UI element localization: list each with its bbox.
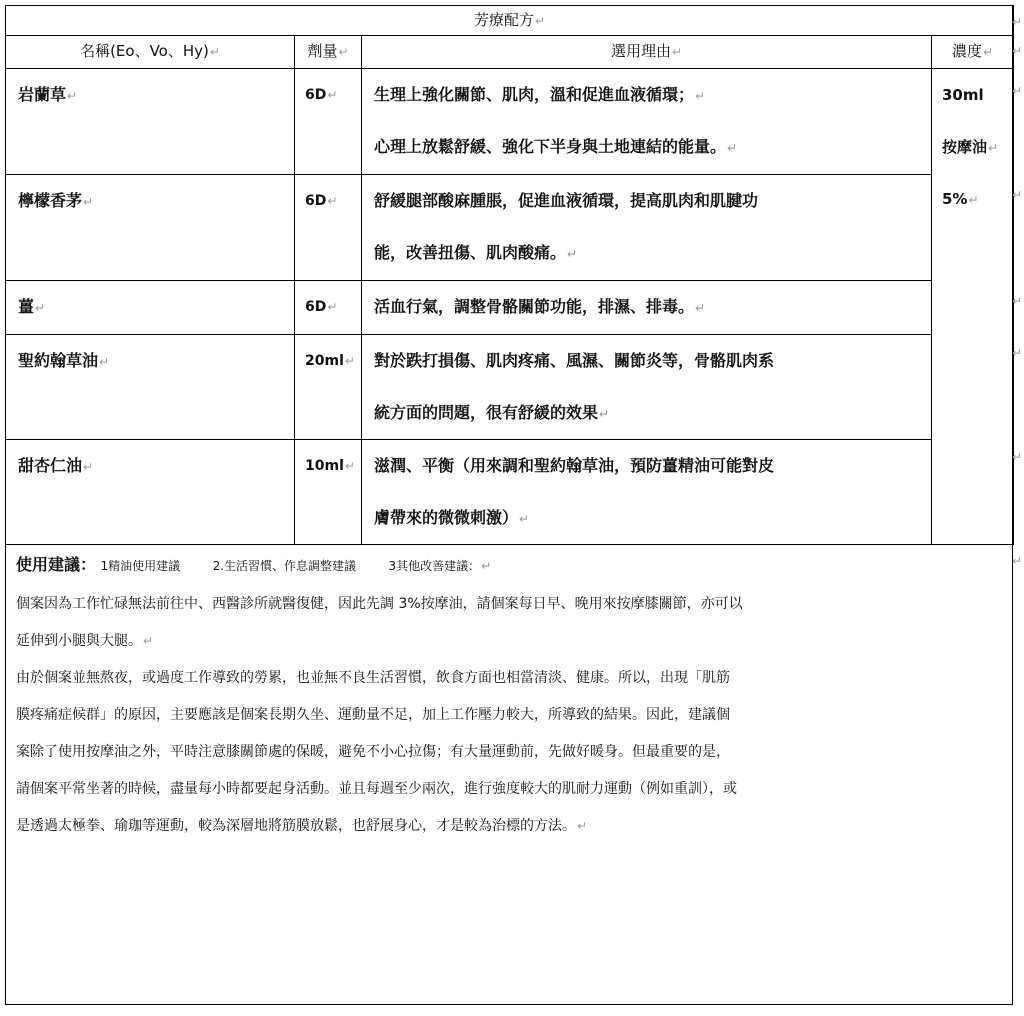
table-row bbox=[6, 281, 1014, 335]
suggestion-item: 3其他改善建議： bbox=[388, 559, 481, 573]
oil-amount: 6D↵ bbox=[295, 281, 362, 335]
oil-reason: 生理上強化關節、肌肉，溫和促進血液循環；↵ 心理上放鬆舒緩、強化下半身與土地連結的能量。↵ bbox=[362, 69, 932, 175]
oil-name: 薑↵ bbox=[6, 281, 295, 335]
document-page bbox=[5, 5, 1013, 1005]
table-row bbox=[6, 440, 1014, 545]
header-name: 名稱(Eo、Vo、Hy)↵ bbox=[6, 36, 295, 69]
suggestion-item: 1精油使用建議 bbox=[100, 559, 181, 573]
suggestion-item: 2.生活習慣、作息調整建議 bbox=[212, 559, 357, 573]
suggestions-title: 使用建議： bbox=[16, 555, 97, 574]
end-of-row-mark: ↵ bbox=[1011, 450, 1022, 464]
oil-name: 聖約翰草油↵ bbox=[6, 335, 295, 440]
oil-amount: 10ml↵ bbox=[295, 440, 362, 545]
table-header-row bbox=[6, 36, 1014, 69]
oil-amount: 6D↵ bbox=[295, 69, 362, 175]
paragraph: 由於個案並無熬夜，或過度工作導致的勞累，也並無不良生活習慣，飲食方面也相當清淡、健康。所以，出現「肌筋 膜疼痛症候群」的原因，主要應該是個案長期久坐、運動量不足，加上工作壓力較大，所導致的結果。因此，建議個 案除了使用按摩油之外，平時注意膝關節處的保暖，避免不小心拉傷；有大量運動前，先做好暖身。但最重要的是， 請個案平常坐著的時候，盡量每小時都要起身活動。並且每週至少兩次，進行強度較大的肌耐力運動（例如重訓），或 是透過太極拳、瑜珈等運動，較為深層地將筋膜放鬆，也舒展身心，才是較為治標的方法。↵ bbox=[16, 670, 737, 834]
oil-reason: 活血行氣，調整骨骼關節功能，排濕、排毒。↵ bbox=[362, 281, 932, 335]
end-of-row-mark: ↵ bbox=[1011, 346, 1022, 360]
end-of-row-mark: ↵ bbox=[1011, 188, 1022, 202]
end-of-row-mark: ↵ bbox=[1011, 84, 1022, 98]
aromatherapy-formula-table bbox=[5, 5, 1014, 545]
oil-reason: 滋潤、平衡（用來調和聖約翰草油，預防薑精油可能對皮 膚帶來的微微刺激）↵ bbox=[362, 440, 932, 545]
oil-amount: 20ml↵ bbox=[295, 335, 362, 440]
oil-amount: 6D↵ bbox=[295, 175, 362, 281]
header-reason: 選用理由↵ bbox=[362, 36, 932, 69]
end-of-row-mark: ↵ bbox=[1011, 44, 1022, 58]
header-amount: 劑量↵ bbox=[295, 36, 362, 69]
oil-name: 檸檬香茅↵ bbox=[6, 175, 295, 281]
header-concentration: 濃度↵ bbox=[932, 36, 1014, 69]
table-row bbox=[6, 175, 1014, 281]
usage-suggestions bbox=[16, 544, 1006, 845]
concentration-cell: 30ml 按摩油↵ 5%↵ bbox=[932, 69, 1014, 545]
oil-reason: 舒緩腿部酸麻腫脹，促進血液循環，提高肌肉和肌腱功 能，改善扭傷、肌肉酸痛。↵ bbox=[362, 175, 932, 281]
end-of-row-mark: ↵ bbox=[1011, 294, 1022, 308]
oil-reason: 對於跌打損傷、肌肉疼痛、風濕、關節炎等，骨骼肌肉系 統方面的問題，很有舒緩的效果↵ bbox=[362, 335, 932, 440]
oil-name: 岩蘭草↵ bbox=[6, 69, 295, 175]
table-row bbox=[6, 335, 1014, 440]
paragraph: 個案因為工作忙碌無法前往中、西醫診所就醫復健，因此先調 3%按摩油，請個案每日早、晚用來按摩膝關節，亦可以 延伸到小腿與大腿。↵ bbox=[16, 596, 743, 649]
oil-name: 甜杏仁油↵ bbox=[6, 440, 295, 545]
suggestions-heading: 使用建議： 1精油使用建議 2.生活習慣、作息調整建議 3其他改善建議：↵ bbox=[16, 555, 492, 574]
end-of-row-mark: ↵ bbox=[1011, 15, 1022, 29]
table-row bbox=[6, 69, 1014, 175]
table-title: 芳療配方↵ bbox=[6, 6, 1014, 36]
end-of-row-mark: ↵ bbox=[1011, 554, 1022, 568]
